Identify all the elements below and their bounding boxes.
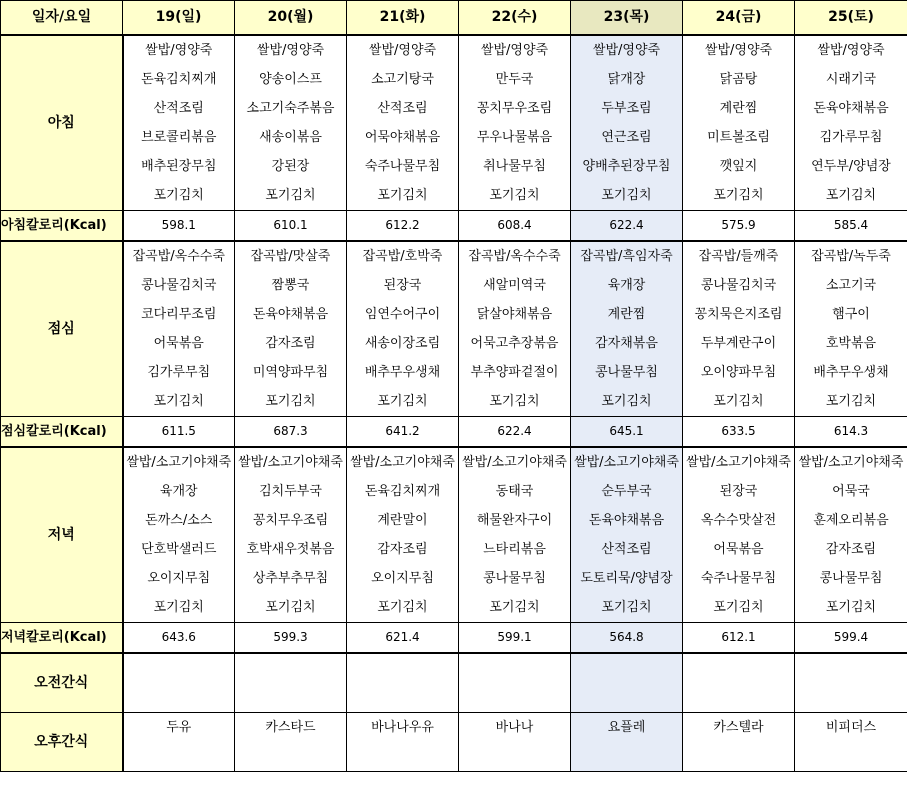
snack-item [459,742,571,772]
snack-item: 카스타드 [235,713,347,743]
snack-item [123,742,235,772]
snack-item: 비피더스 [795,713,907,743]
menu-item: 어묵야채볶음 [347,123,459,152]
menu-item: 쌀밥/영양죽 [347,35,459,65]
breakfast-row [1,123,907,152]
calorie-value: 599.1 [459,623,571,654]
menu-item: 연근조림 [571,123,683,152]
menu-item: 콩나물무침 [571,358,683,387]
menu-item: 오이지무침 [123,564,235,593]
menu-item: 깻잎지 [683,152,795,181]
calorie-value: 614.3 [795,417,907,448]
snack-item: 요플레 [571,713,683,743]
menu-item: 포기김치 [571,593,683,623]
snack-item [123,683,235,713]
menu-item: 포기김치 [459,593,571,623]
menu-item: 도토리묵/양념장 [571,564,683,593]
menu-item: 포기김치 [459,181,571,211]
menu-item: 부추양파겉절이 [459,358,571,387]
snack-item: 바나나우유 [347,713,459,743]
menu-item: 새알미역국 [459,271,571,300]
menu-item: 소고기숙주볶음 [235,94,347,123]
menu-item: 쌀밥/영양죽 [123,35,235,65]
menu-item: 콩나물무침 [459,564,571,593]
lunch-row [1,329,907,358]
menu-item: 쌀밥/소고기야채죽 [459,447,571,477]
snack-item [795,653,907,683]
calorie-value: 641.2 [347,417,459,448]
menu-item: 감자조림 [347,535,459,564]
menu-item: 옥수수맛살전 [683,506,795,535]
snack-item [235,742,347,772]
day-header: 20(월) [235,1,347,36]
lunch-calorie-label: 점심칼로리(Kcal) [1,417,123,448]
menu-item: 산적조림 [347,94,459,123]
menu-item: 배추된장무침 [123,152,235,181]
menu-item: 된장국 [347,271,459,300]
calorie-value: 622.4 [571,211,683,242]
day-header: 19(일) [123,1,235,36]
menu-item: 강된장 [235,152,347,181]
menu-item: 훈제오리볶음 [795,506,907,535]
menu-item: 양송이스프 [235,65,347,94]
calorie-value: 633.5 [683,417,795,448]
lunch-row [1,271,907,300]
menu-item: 미역양파무침 [235,358,347,387]
am_snack-row [1,683,907,713]
menu-item: 잡곡밥/호박죽 [347,241,459,271]
menu-item: 어묵고추장볶음 [459,329,571,358]
menu-item: 숙주나물무침 [683,564,795,593]
dinner-row [1,506,907,535]
menu-item: 두부조림 [571,94,683,123]
menu-item: 계란찜 [571,300,683,329]
menu-item: 계란찜 [683,94,795,123]
menu-item: 쌀밥/소고기야채죽 [571,447,683,477]
menu-item: 호박볶음 [795,329,907,358]
calorie-value: 612.1 [683,623,795,654]
calorie-value: 598.1 [123,211,235,242]
menu-item: 포기김치 [459,387,571,417]
menu-item: 짬뽕국 [235,271,347,300]
menu-item: 육개장 [123,477,235,506]
breakfast-calorie-row [1,211,907,242]
lunch-label: 점심 [1,241,123,417]
menu-item: 해물완자구이 [459,506,571,535]
menu-item: 포기김치 [571,387,683,417]
menu-item: 닭개장 [571,65,683,94]
snack-item [235,683,347,713]
menu-item: 포기김치 [123,593,235,623]
menu-item: 쌀밥/소고기야채죽 [123,447,235,477]
menu-item: 단호박샐러드 [123,535,235,564]
dinner-row [1,593,907,623]
menu-item: 호박새우젓볶음 [235,535,347,564]
menu-item: 오이지무침 [347,564,459,593]
menu-item: 만두국 [459,65,571,94]
menu-item: 느타리볶음 [459,535,571,564]
menu-item: 쌀밥/영양죽 [795,35,907,65]
menu-item: 쌀밥/소고기야채죽 [795,447,907,477]
day-header: 21(화) [347,1,459,36]
menu-item: 포기김치 [795,593,907,623]
menu-item: 잡곡밥/맛살죽 [235,241,347,271]
menu-item: 양배추된장무침 [571,152,683,181]
menu-item: 포기김치 [235,593,347,623]
menu-item: 산적조림 [571,535,683,564]
menu-item: 동태국 [459,477,571,506]
day-header: 22(수) [459,1,571,36]
menu-item: 감자채볶음 [571,329,683,358]
menu-item: 포기김치 [235,387,347,417]
snack-item [795,742,907,772]
snack-item: 바나나 [459,713,571,743]
calorie-value: 564.8 [571,623,683,654]
calorie-value: 612.2 [347,211,459,242]
snack-item [683,653,795,683]
pm_snack-label: 오후간식 [1,713,123,772]
snack-item [347,683,459,713]
snack-item: 카스텔라 [683,713,795,743]
snack-item [459,683,571,713]
menu-item: 새송이볶음 [235,123,347,152]
breakfast-row [1,94,907,123]
breakfast-row [1,181,907,211]
menu-item: 어묵볶음 [683,535,795,564]
menu-item: 돈육야채볶음 [235,300,347,329]
menu-item: 포기김치 [683,181,795,211]
menu-item: 새송이장조림 [347,329,459,358]
menu-item: 소고기국 [795,271,907,300]
menu-item: 콩나물무침 [795,564,907,593]
menu-item: 상추부추무침 [235,564,347,593]
calorie-value: 599.4 [795,623,907,654]
calorie-value: 643.6 [123,623,235,654]
menu-item: 콩나물김치국 [683,271,795,300]
menu-item: 어묵볶음 [123,329,235,358]
dinner-row [1,564,907,593]
menu-item: 쌀밥/소고기야채죽 [347,447,459,477]
menu-item: 미트볼조림 [683,123,795,152]
menu-item: 잡곡밥/들깨죽 [683,241,795,271]
menu-item: 돈육야채볶음 [795,94,907,123]
menu-item: 콩나물김치국 [123,271,235,300]
menu-item: 쌀밥/영양죽 [571,35,683,65]
menu-item: 순두부국 [571,477,683,506]
lunch-calorie-row [1,417,907,448]
menu-item: 쌀밥/소고기야채죽 [235,447,347,477]
dinner-row [1,477,907,506]
menu-item: 감자조림 [795,535,907,564]
menu-item: 쌀밥/영양죽 [683,35,795,65]
dinner-row [1,447,907,477]
calorie-value: 645.1 [571,417,683,448]
menu-item: 쌀밥/영양죽 [235,35,347,65]
menu-item: 포기김치 [235,181,347,211]
menu-item: 취나물무침 [459,152,571,181]
menu-item: 포기김치 [347,387,459,417]
menu-item: 계란말이 [347,506,459,535]
breakfast-row [1,35,907,65]
menu-item: 포기김치 [347,593,459,623]
menu-item: 잡곡밥/흑임자죽 [571,241,683,271]
menu-item: 포기김치 [123,181,235,211]
calorie-value: 687.3 [235,417,347,448]
menu-item: 무우나물볶음 [459,123,571,152]
header-row [1,1,907,36]
calorie-value: 622.4 [459,417,571,448]
day-header: 24(금) [683,1,795,36]
menu-item: 김가루무침 [123,358,235,387]
snack-item [571,683,683,713]
am_snack-row [1,653,907,683]
menu-item: 배추무우생채 [795,358,907,387]
menu-item: 오이양파무침 [683,358,795,387]
menu-item: 햄구이 [795,300,907,329]
calorie-value: 599.3 [235,623,347,654]
menu-item: 닭살야채볶음 [459,300,571,329]
dinner-label: 저녁 [1,447,123,623]
menu-item: 포기김치 [683,387,795,417]
snack-item [571,653,683,683]
calorie-value: 621.4 [347,623,459,654]
menu-item: 포기김치 [683,593,795,623]
breakfast-label: 아침 [1,35,123,211]
calorie-value: 585.4 [795,211,907,242]
snack-item: 두유 [123,713,235,743]
lunch-row [1,387,907,417]
menu-item: 돈까스/소스 [123,506,235,535]
breakfast-row [1,65,907,94]
menu-item: 잡곡밥/녹두죽 [795,241,907,271]
snack-item [683,683,795,713]
snack-item [347,653,459,683]
menu-item: 시래기국 [795,65,907,94]
menu-item: 임연수어구이 [347,300,459,329]
menu-item: 잡곡밥/옥수수죽 [123,241,235,271]
menu-item: 돈육김치찌개 [123,65,235,94]
calorie-value: 608.4 [459,211,571,242]
menu-item: 포기김치 [347,181,459,211]
lunch-row [1,358,907,387]
am_snack-label: 오전간식 [1,653,123,713]
menu-item: 코다리무조림 [123,300,235,329]
snack-item [459,653,571,683]
menu-item: 꽁치묵은지조림 [683,300,795,329]
menu-item: 포기김치 [795,181,907,211]
lunch-row [1,241,907,271]
snack-item [683,742,795,772]
menu-item: 쌀밥/영양죽 [459,35,571,65]
pm_snack-row [1,742,907,772]
menu-item: 쌀밥/소고기야채죽 [683,447,795,477]
menu-item: 포기김치 [795,387,907,417]
snack-item [235,653,347,683]
menu-item: 꽁치무우조림 [235,506,347,535]
snack-item [123,653,235,683]
snack-item [347,742,459,772]
menu-item: 배추무우생채 [347,358,459,387]
snack-item [795,683,907,713]
breakfast-calorie-label: 아침칼로리(Kcal) [1,211,123,242]
menu-item: 산적조림 [123,94,235,123]
dinner-row [1,535,907,564]
menu-item: 육개장 [571,271,683,300]
menu-item: 잡곡밥/옥수수죽 [459,241,571,271]
menu-item: 두부계란구이 [683,329,795,358]
pm_snack-row [1,713,907,743]
calorie-value: 611.5 [123,417,235,448]
menu-item: 김치두부국 [235,477,347,506]
corner-header: 일자/요일 [1,1,123,36]
menu-item: 어묵국 [795,477,907,506]
dinner-calorie-label: 저녁칼로리(Kcal) [1,623,123,654]
lunch-row [1,300,907,329]
dinner-calorie-row [1,623,907,654]
menu-item: 감자조림 [235,329,347,358]
menu-item: 닭곰탕 [683,65,795,94]
menu-item: 연두부/양념장 [795,152,907,181]
menu-item: 김가루무침 [795,123,907,152]
calorie-value: 575.9 [683,211,795,242]
menu-item: 돈육야채볶음 [571,506,683,535]
menu-item: 된장국 [683,477,795,506]
day-header-highlighted: 23(목) [571,1,683,36]
snack-item [571,742,683,772]
menu-item: 숙주나물무침 [347,152,459,181]
menu-item: 포기김치 [123,387,235,417]
menu-item: 브로콜리볶음 [123,123,235,152]
menu-item: 꽁치무우조림 [459,94,571,123]
calorie-value: 610.1 [235,211,347,242]
breakfast-row [1,152,907,181]
menu-item: 포기김치 [571,181,683,211]
menu-item: 소고기탕국 [347,65,459,94]
menu-item: 돈육김치찌개 [347,477,459,506]
day-header: 25(토) [795,1,907,36]
